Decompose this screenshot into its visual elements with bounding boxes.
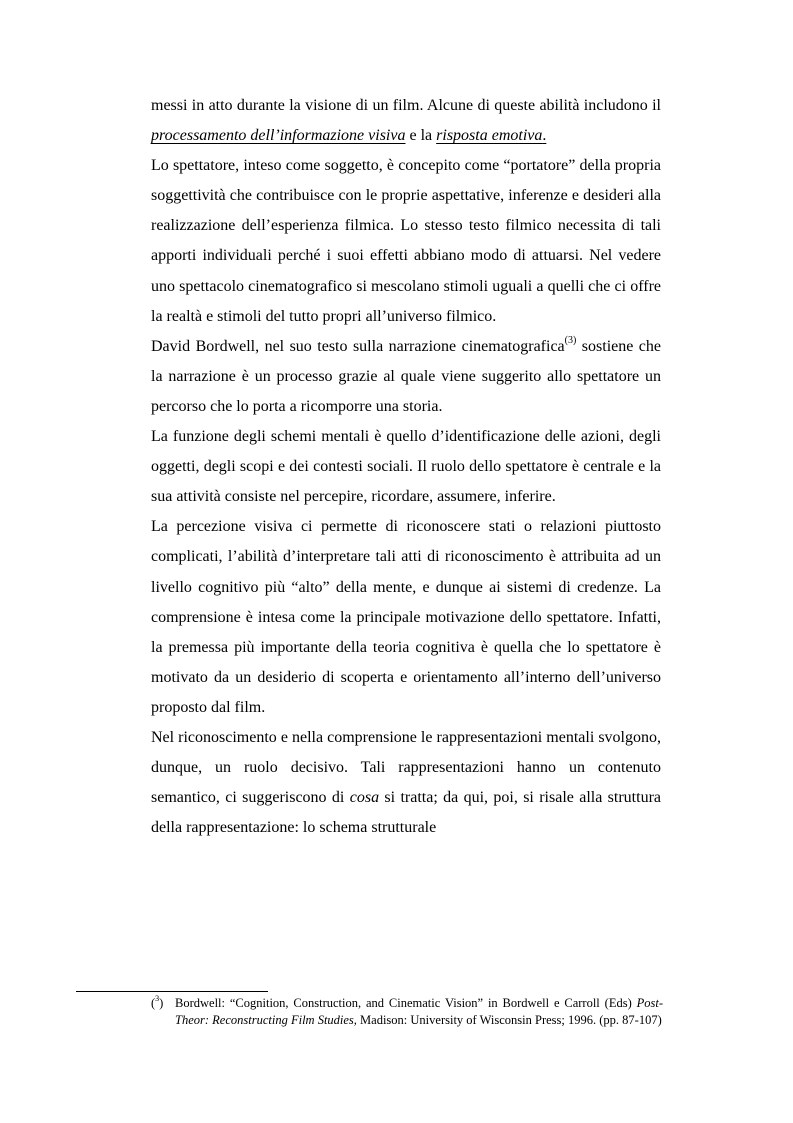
footnote-marker: ($^3$) xyxy=(151,993,164,1010)
underlined-term-emotional-response: risposta emotiva xyxy=(436,127,543,145)
footnote-separator xyxy=(76,991,268,992)
paragraph-4: La funzione degli schemi mentali è quello d’identificazione delle azioni, degli oggetti, degli scopi e dei contesti sociali. Il ruolo dello spettatore è centrale e la sua attività consiste nel percepire, ricordare, assumere, inferire. xyxy=(151,428,661,506)
footnote-reference[interactable]: (3) xyxy=(564,335,577,347)
footnote xyxy=(151,995,663,1028)
paragraph-6: Nel riconoscimento e nella comprensione le rappresentazioni mentali svolgono, dunque, un ruolo decisivo. Tali rappresentazioni hanno un contenuto semantico, ci suggeriscono di cosa si tratta; da qui, poi, si risale alla struttura della rappresentazione: lo schema strutturale xyxy=(151,728,661,837)
paragraph-2: Lo spettatore, inteso come soggetto, è concepito come “portatore” della propria soggettività che contribuisce con le proprie aspettative, inferenze e desideri alla realizzazione dell’esperienza filmica. Lo stesso testo filmico necessita di tali apporti individuali perché i suoi effetti abbiano modo di attuarsi. Nel vedere uno spettacolo cinematografico si mescolano stimoli uguali a quelli che ci offre la realtà e stimoli del tutto propri all’universo filmico. xyxy=(151,157,661,325)
paragraph-1: messi in atto durante la visione di un film. Alcune di queste abilità includono il processamento dell’informazione visiva e la risposta emotiva. xyxy=(151,97,661,145)
footnote-text: Bordwell: “Cognition, Construction, and Cinematic Vision” in Bordwell e Carroll (Eds) Post-Theor: Reconstructing Film Studies, Madison: University of Wisconsin Press; 1996. (pp. 87-107) xyxy=(175,996,663,1027)
underlined-term-visual-processing: processamento dell’informazione visiva xyxy=(151,127,406,145)
footnote-book-title: Post-Theor: Reconstructing Film Studies, xyxy=(175,996,663,1027)
body-text xyxy=(151,91,661,843)
paragraph-5: La percezione visiva ci permette di riconoscere stati o relazioni piuttosto complicati, l’abilità d’interpretare tali atti di riconoscimento è attribuita ad un livello cognitivo più “alto” della mente, e dunque ai sistemi di credenze. La comprensione è intesa come la principale motivazione dello spettatore. Infatti, la premessa più importante della teoria cognitiva è quella che lo spettatore è motivato da un desiderio di scoperta e orientamento all’interno dell’universo proposto dal film. xyxy=(151,518,661,716)
paragraph-3: David Bordwell, nel suo testo sulla narrazione cinematografica$^{(3)}$ sostiene che la narrazione è un processo grazie al quale viene suggerito allo spettatore un percorso che lo porta a ricomporre una storia. xyxy=(151,335,662,415)
